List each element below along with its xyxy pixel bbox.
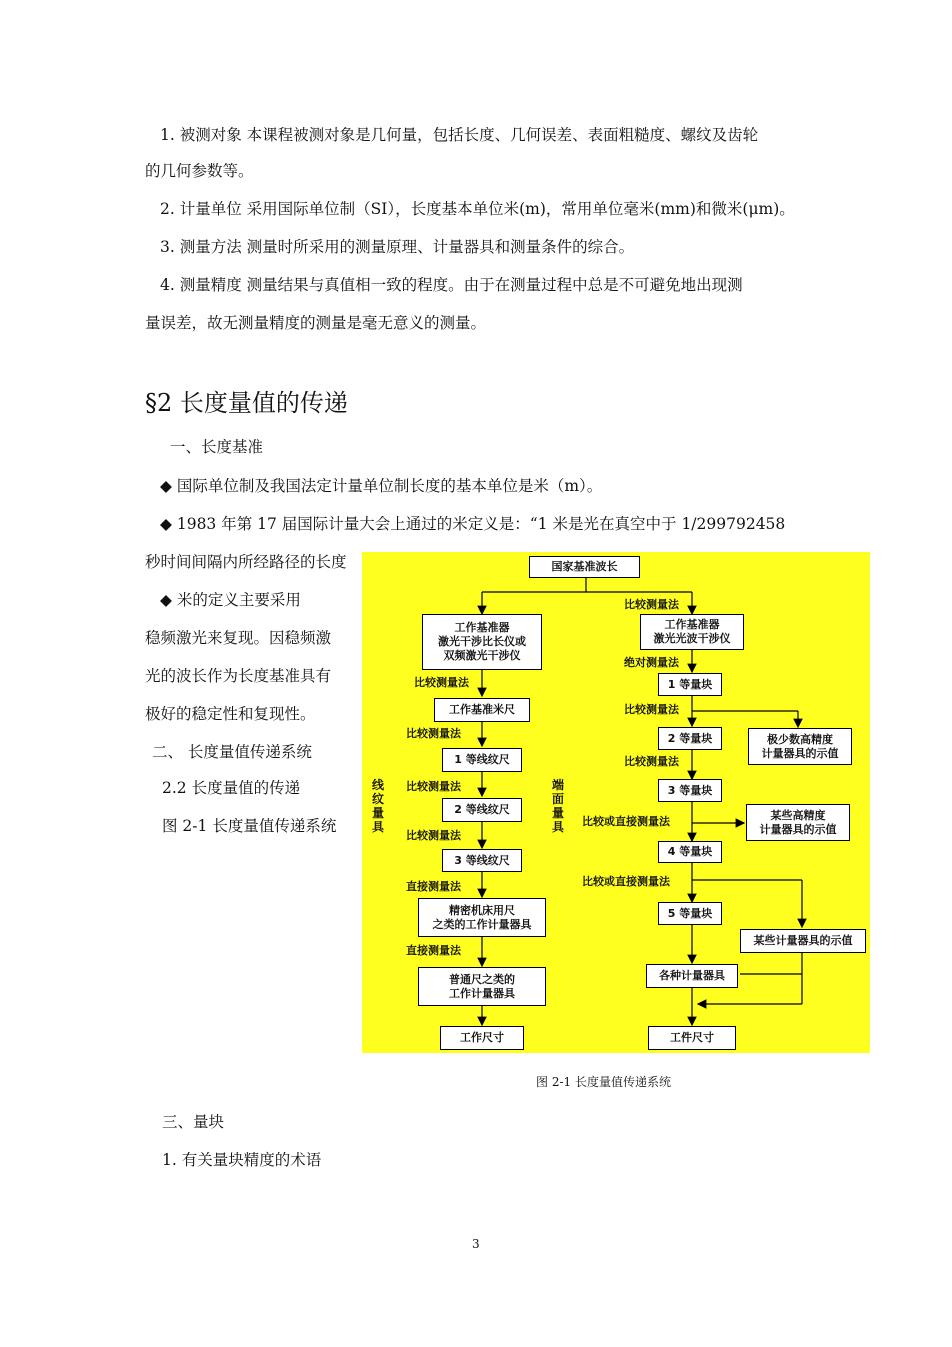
left-method-label-2: 比较测量法 — [406, 727, 461, 740]
right-method-label-5: 比较或直接测量法 — [582, 875, 670, 888]
right-method-label-2: 比较测量法 — [624, 703, 679, 716]
line-gauge-column-label: 线纹量具 — [371, 778, 384, 834]
right-method-label-4: 比较或直接测量法 — [582, 815, 670, 828]
paragraph-3: 3. 测量方法 测量时所采用的测量原理、计量器具和测量条件的综合。 — [160, 238, 635, 256]
national-reference-wavelength-box: 国家基准波长 — [529, 556, 640, 578]
paragraph-2: 2. 计量单位 采用国际单位制（SI），长度基本单位米(m)，常用单位毫米(mm)和微米(μm)。 — [160, 200, 795, 218]
left-work-standard-box: 工作基准器 激光干涉比长仪或 双频激光干涉仪 — [422, 614, 542, 670]
left-method-label-1: 比较测量法 — [414, 676, 469, 689]
left-work-size-box: 工作尺寸 — [440, 1026, 524, 1050]
right-work-standard-box: 工作基准器 激光光波干涉仪 — [640, 614, 744, 650]
left-method-label-4: 比较测量法 — [406, 829, 461, 842]
grade-2-gauge-block-box: 2 等量块 — [658, 727, 722, 750]
precision-machine-scale-box: 精密机床用尺 之类的工作计量器具 — [418, 898, 546, 937]
grade-1-line-scale-box: 1 等线纹尺 — [442, 748, 522, 772]
figure-caption: 图 2-1 长度量值传递系统 — [536, 1075, 671, 1089]
paragraph-1-line-2: 的几何参数等。 — [145, 162, 254, 180]
grade-3-line-scale-box: 3 等线纹尺 — [442, 849, 522, 872]
grade-3-gauge-block-box: 3 等量块 — [658, 779, 722, 802]
bullet-3-line-2: 稳频激光来复现。因稳频激 — [145, 629, 332, 647]
bullet-2-line-1: ◆ 1983 年第 17 届国际计量大会上通过的米定义是：“1 米是光在真空中于 1/299792458 — [160, 515, 786, 533]
grade-5-gauge-block-box: 5 等量块 — [658, 902, 722, 925]
various-instruments-box: 各种计量器具 — [646, 964, 738, 988]
right-method-label-3: 比较测量法 — [624, 755, 679, 768]
subheading-2-2: 2.2 长度量值的传递 — [162, 779, 301, 797]
section-title: §2 长度量值的传递 — [145, 389, 348, 417]
paragraph-1-line-1: 1. 被测对象 本课程被测对象是几何量，包括长度、几何误差、表面粗糙度、螺纹及齿轮 — [160, 126, 759, 144]
grade-1-gauge-block-box: 1 等量块 — [658, 673, 722, 696]
bullet-2-line-2: 秒时间间隔内所经路径的长度 — [145, 553, 347, 571]
subheading-1: 一、长度基准 — [170, 438, 264, 456]
paragraph-4-line-1: 4. 测量精度 测量结果与真值相一致的程度。由于在测量过程中总是不可避免地出现测 — [160, 276, 743, 294]
end-gauge-column-label: 端面量具 — [551, 778, 564, 834]
transfer-system-diagram — [362, 552, 870, 1053]
ordinary-ruler-box: 普通尺之类的 工作计量器具 — [418, 967, 546, 1006]
bullet-1: ◆ 国际单位制及我国法定计量单位制长度的基本单位是米（m）。 — [160, 477, 603, 495]
figure-reference: 图 2-1 长度量值传递系统 — [162, 817, 337, 835]
right-method-label-1: 绝对测量法 — [624, 656, 679, 669]
subheading-3-1: 1. 有关量块精度的术语 — [162, 1151, 322, 1169]
left-method-label-5: 直接测量法 — [406, 880, 461, 893]
left-method-label-6: 直接测量法 — [406, 944, 461, 957]
some-instrument-indication-box: 某些计量器具的示值 — [740, 929, 866, 953]
subheading-2: 二、 长度量值传递系统 — [152, 743, 312, 761]
few-high-precision-indication-box: 极少数高精度 计量器具的示值 — [748, 728, 852, 765]
right-work-size-box: 工件尺寸 — [648, 1026, 736, 1050]
subheading-3: 三、量块 — [162, 1113, 225, 1131]
work-meter-ruler-box: 工作基准米尺 — [434, 698, 530, 722]
bullet-3-line-4: 极好的稳定性和复现性。 — [145, 705, 316, 723]
right-method-label-0: 比较测量法 — [624, 598, 679, 611]
grade-4-gauge-block-box: 4 等量块 — [658, 841, 722, 863]
left-method-label-3: 比较测量法 — [406, 780, 461, 793]
some-high-precision-indication-box: 某些高精度 计量器具的示值 — [746, 804, 850, 841]
grade-2-line-scale-box: 2 等线纹尺 — [442, 798, 522, 822]
bullet-3-line-1: ◆ 米的定义主要采用 — [160, 591, 301, 609]
paragraph-4-line-2: 量误差，故无测量精度的测量是毫无意义的测量。 — [145, 314, 487, 332]
page-number: 3 — [472, 1237, 480, 1251]
bullet-3-line-3: 光的波长作为长度基准具有 — [145, 667, 332, 685]
